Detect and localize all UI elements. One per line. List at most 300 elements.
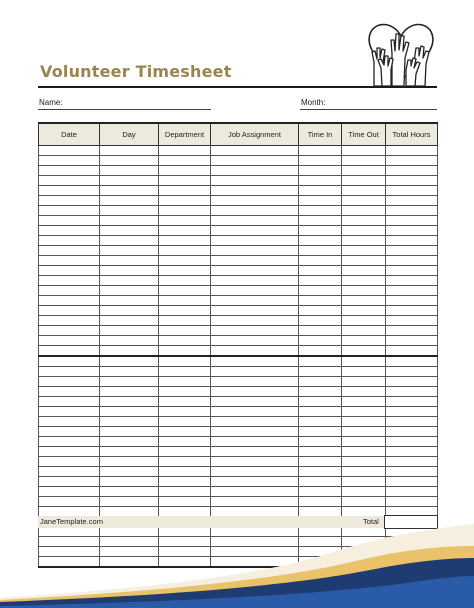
cell-total-hours[interactable]: [386, 246, 438, 256]
cell-job-assignment[interactable]: [211, 236, 299, 246]
cell-time-in[interactable]: [299, 166, 342, 176]
cell-total-hours[interactable]: [386, 206, 438, 216]
cell-time-out[interactable]: [342, 176, 386, 186]
cell-time-out[interactable]: [342, 146, 386, 156]
cell-day[interactable]: [100, 437, 159, 447]
cell-total-hours[interactable]: [386, 497, 438, 507]
cell-job-assignment[interactable]: [211, 447, 299, 457]
cell-department[interactable]: [159, 246, 211, 256]
cell-total-hours[interactable]: [386, 447, 438, 457]
cell-time-in[interactable]: [299, 156, 342, 166]
cell-time-in[interactable]: [299, 507, 342, 517]
cell-day[interactable]: [100, 467, 159, 477]
cell-time-in[interactable]: [299, 306, 342, 316]
cell-total-hours[interactable]: [386, 146, 438, 156]
cell-department[interactable]: [159, 326, 211, 336]
cell-time-in[interactable]: [299, 286, 342, 296]
cell-day[interactable]: [100, 377, 159, 387]
cell-day[interactable]: [100, 306, 159, 316]
cell-department[interactable]: [159, 477, 211, 487]
cell-job-assignment[interactable]: [211, 387, 299, 397]
cell-day[interactable]: [100, 397, 159, 407]
cell-job-assignment[interactable]: [211, 417, 299, 427]
cell-date[interactable]: [39, 316, 100, 326]
cell-time-out[interactable]: [342, 356, 386, 367]
cell-day[interactable]: [100, 176, 159, 186]
cell-job-assignment[interactable]: [211, 487, 299, 497]
cell-time-out[interactable]: [342, 377, 386, 387]
cell-total-hours[interactable]: [386, 457, 438, 467]
cell-time-in[interactable]: [299, 336, 342, 346]
table-header-row: [39, 123, 438, 146]
cell-time-out[interactable]: [342, 326, 386, 336]
cell-date[interactable]: [39, 417, 100, 427]
cell-day[interactable]: [100, 226, 159, 236]
cell-day[interactable]: [100, 447, 159, 457]
cell-date[interactable]: [39, 246, 100, 256]
cell-date[interactable]: [39, 176, 100, 186]
cell-time-out[interactable]: [342, 477, 386, 487]
cell-job-assignment[interactable]: [211, 276, 299, 286]
cell-department[interactable]: [159, 487, 211, 497]
cell-total-hours[interactable]: [386, 266, 438, 276]
table-row: [39, 477, 438, 487]
cell-time-out[interactable]: [342, 256, 386, 266]
cell-total-hours[interactable]: [386, 397, 438, 407]
cell-total-hours[interactable]: [386, 316, 438, 326]
cell-job-assignment[interactable]: [211, 477, 299, 487]
table-row: [39, 387, 438, 397]
cell-time-in[interactable]: [299, 236, 342, 246]
table-row: [39, 507, 438, 517]
cell-time-in[interactable]: [299, 497, 342, 507]
cell-time-in[interactable]: [299, 397, 342, 407]
cell-total-hours[interactable]: [386, 336, 438, 346]
cell-department[interactable]: [159, 346, 211, 357]
cell-day[interactable]: [100, 196, 159, 206]
cell-department[interactable]: [159, 236, 211, 246]
table-row: [39, 196, 438, 206]
cell-day[interactable]: [100, 276, 159, 286]
column-header-total-hours: Total Hours: [386, 123, 438, 146]
table-row: [39, 176, 438, 186]
cell-job-assignment[interactable]: [211, 206, 299, 216]
cell-time-in[interactable]: [299, 296, 342, 306]
cell-total-hours[interactable]: [386, 387, 438, 397]
cell-total-hours[interactable]: [386, 326, 438, 336]
cell-date[interactable]: [39, 156, 100, 166]
column-header-date: Date: [39, 123, 100, 146]
table-row: [39, 216, 438, 226]
cell-total-hours[interactable]: [386, 487, 438, 497]
cell-time-out[interactable]: [342, 286, 386, 296]
cell-time-in[interactable]: [299, 316, 342, 326]
cell-date[interactable]: [39, 236, 100, 246]
cell-date[interactable]: [39, 146, 100, 156]
cell-time-out[interactable]: [342, 236, 386, 246]
cell-job-assignment[interactable]: [211, 497, 299, 507]
table-row: [39, 346, 438, 357]
cell-time-out[interactable]: [342, 266, 386, 276]
cell-date[interactable]: [39, 336, 100, 346]
cell-department[interactable]: [159, 427, 211, 437]
cell-date[interactable]: [39, 477, 100, 487]
cell-total-hours[interactable]: [386, 166, 438, 176]
cell-time-out[interactable]: [342, 427, 386, 437]
cell-job-assignment[interactable]: [211, 427, 299, 437]
cell-time-out[interactable]: [342, 447, 386, 457]
table-row: [39, 246, 438, 256]
cell-date[interactable]: [39, 296, 100, 306]
decorative-wave: [0, 520, 474, 608]
cell-date[interactable]: [39, 196, 100, 206]
cell-department[interactable]: [159, 397, 211, 407]
cell-department[interactable]: [159, 497, 211, 507]
table-row: [39, 256, 438, 266]
cell-day[interactable]: [100, 146, 159, 156]
cell-job-assignment[interactable]: [211, 286, 299, 296]
cell-day[interactable]: [100, 407, 159, 417]
cell-time-out[interactable]: [342, 346, 386, 357]
cell-date[interactable]: [39, 166, 100, 176]
cell-department[interactable]: [159, 146, 211, 156]
cell-day[interactable]: [100, 286, 159, 296]
cell-day[interactable]: [100, 166, 159, 176]
cell-time-out[interactable]: [342, 336, 386, 346]
cell-total-hours[interactable]: [386, 356, 438, 367]
cell-date[interactable]: [39, 387, 100, 397]
table-row: [39, 226, 438, 236]
cell-date[interactable]: [39, 226, 100, 236]
cell-date[interactable]: [39, 397, 100, 407]
cell-job-assignment[interactable]: [211, 296, 299, 306]
cell-day[interactable]: [100, 256, 159, 266]
cell-total-hours[interactable]: [386, 196, 438, 206]
cell-job-assignment[interactable]: [211, 326, 299, 336]
cell-job-assignment[interactable]: [211, 226, 299, 236]
cell-time-out[interactable]: [342, 226, 386, 236]
table-row: [39, 266, 438, 276]
cell-total-hours[interactable]: [386, 427, 438, 437]
table-row: [39, 447, 438, 457]
cell-department[interactable]: [159, 186, 211, 196]
table-row: [39, 326, 438, 336]
cell-date[interactable]: [39, 346, 100, 357]
table-row: [39, 146, 438, 156]
cell-department[interactable]: [159, 196, 211, 206]
cell-job-assignment[interactable]: [211, 377, 299, 387]
cell-job-assignment[interactable]: [211, 216, 299, 226]
timesheet-table: [38, 122, 438, 568]
cell-day[interactable]: [100, 477, 159, 487]
cell-department[interactable]: [159, 286, 211, 296]
table-row: [39, 296, 438, 306]
cell-total-hours[interactable]: [386, 417, 438, 427]
cell-day[interactable]: [100, 266, 159, 276]
table-row: [39, 487, 438, 497]
cell-department[interactable]: [159, 266, 211, 276]
cell-total-hours[interactable]: [386, 226, 438, 236]
cell-time-out[interactable]: [342, 497, 386, 507]
cell-job-assignment[interactable]: [211, 336, 299, 346]
cell-total-hours[interactable]: [386, 407, 438, 417]
cell-department[interactable]: [159, 377, 211, 387]
cell-total-hours[interactable]: [386, 377, 438, 387]
cell-department[interactable]: [159, 387, 211, 397]
cell-time-in[interactable]: [299, 387, 342, 397]
cell-time-out[interactable]: [342, 306, 386, 316]
table-row: [39, 427, 438, 437]
cell-department[interactable]: [159, 166, 211, 176]
cell-date[interactable]: [39, 507, 100, 517]
cell-job-assignment[interactable]: [211, 397, 299, 407]
table-row: [39, 316, 438, 326]
cell-total-hours[interactable]: [386, 176, 438, 186]
cell-department[interactable]: [159, 176, 211, 186]
cell-time-out[interactable]: [342, 457, 386, 467]
cell-time-out[interactable]: [342, 437, 386, 447]
cell-job-assignment[interactable]: [211, 457, 299, 467]
cell-job-assignment[interactable]: [211, 437, 299, 447]
cell-date[interactable]: [39, 487, 100, 497]
cell-time-in[interactable]: [299, 146, 342, 156]
cell-date[interactable]: [39, 256, 100, 266]
cell-total-hours[interactable]: [386, 367, 438, 377]
cell-department[interactable]: [159, 276, 211, 286]
cell-job-assignment[interactable]: [211, 256, 299, 266]
table-row: [39, 437, 438, 447]
cell-total-hours[interactable]: [386, 256, 438, 266]
cell-time-out[interactable]: [342, 246, 386, 256]
cell-day[interactable]: [100, 326, 159, 336]
cell-department[interactable]: [159, 216, 211, 226]
cell-time-in[interactable]: [299, 477, 342, 487]
cell-job-assignment[interactable]: [211, 266, 299, 276]
cell-time-out[interactable]: [342, 387, 386, 397]
cell-job-assignment[interactable]: [211, 156, 299, 166]
cell-job-assignment[interactable]: [211, 316, 299, 326]
cell-total-hours[interactable]: [386, 477, 438, 487]
cell-total-hours[interactable]: [386, 236, 438, 246]
column-header-department: Department: [159, 123, 211, 146]
table-row: [39, 166, 438, 176]
cell-job-assignment[interactable]: [211, 407, 299, 417]
table-row: [39, 186, 438, 196]
cell-time-in[interactable]: [299, 206, 342, 216]
cell-date[interactable]: [39, 286, 100, 296]
cell-time-in[interactable]: [299, 377, 342, 387]
cell-total-hours[interactable]: [386, 296, 438, 306]
table-row: [39, 336, 438, 346]
table-row: [39, 156, 438, 166]
cell-time-in[interactable]: [299, 417, 342, 427]
cell-department[interactable]: [159, 156, 211, 166]
cell-job-assignment[interactable]: [211, 467, 299, 477]
cell-time-out[interactable]: [342, 487, 386, 497]
cell-time-in[interactable]: [299, 427, 342, 437]
cell-total-hours[interactable]: [386, 467, 438, 477]
cell-total-hours[interactable]: [386, 346, 438, 357]
cell-date[interactable]: [39, 306, 100, 316]
cell-day[interactable]: [100, 336, 159, 346]
cell-day[interactable]: [100, 507, 159, 517]
cell-department[interactable]: [159, 256, 211, 266]
cell-day[interactable]: [100, 186, 159, 196]
cell-time-in[interactable]: [299, 326, 342, 336]
cell-job-assignment[interactable]: [211, 146, 299, 156]
cell-time-out[interactable]: [342, 397, 386, 407]
cell-time-out[interactable]: [342, 507, 386, 517]
cell-time-in[interactable]: [299, 226, 342, 236]
cell-time-in[interactable]: [299, 276, 342, 286]
cell-time-out[interactable]: [342, 467, 386, 477]
cell-time-in[interactable]: [299, 256, 342, 266]
cell-date[interactable]: [39, 437, 100, 447]
cell-date[interactable]: [39, 216, 100, 226]
cell-day[interactable]: [100, 206, 159, 216]
column-header-time-out: Time Out: [342, 123, 386, 146]
cell-department[interactable]: [159, 206, 211, 216]
timesheet-body: [39, 146, 438, 568]
cell-time-out[interactable]: [342, 166, 386, 176]
cell-date[interactable]: [39, 356, 100, 367]
cell-date[interactable]: [39, 427, 100, 437]
cell-total-hours[interactable]: [386, 437, 438, 447]
cell-time-in[interactable]: [299, 487, 342, 497]
name-field[interactable]: [38, 109, 211, 110]
cell-date[interactable]: [39, 467, 100, 477]
cell-job-assignment[interactable]: [211, 186, 299, 196]
cell-department[interactable]: [159, 316, 211, 326]
cell-time-out[interactable]: [342, 296, 386, 306]
cell-total-hours[interactable]: [386, 156, 438, 166]
cell-time-in[interactable]: [299, 467, 342, 477]
cell-day[interactable]: [100, 296, 159, 306]
cell-time-out[interactable]: [342, 196, 386, 206]
cell-department[interactable]: [159, 467, 211, 477]
table-row: [39, 306, 438, 316]
cell-date[interactable]: [39, 326, 100, 336]
table-row: [39, 457, 438, 467]
cell-day[interactable]: [100, 417, 159, 427]
cell-day[interactable]: [100, 236, 159, 246]
cell-day[interactable]: [100, 316, 159, 326]
cell-department[interactable]: [159, 226, 211, 236]
cell-job-assignment[interactable]: [211, 176, 299, 186]
cell-time-in[interactable]: [299, 186, 342, 196]
cell-department[interactable]: [159, 437, 211, 447]
cell-department[interactable]: [159, 336, 211, 346]
cell-job-assignment[interactable]: [211, 196, 299, 206]
cell-time-out[interactable]: [342, 276, 386, 286]
cell-job-assignment[interactable]: [211, 346, 299, 357]
cell-time-in[interactable]: [299, 266, 342, 276]
cell-time-out[interactable]: [342, 367, 386, 377]
cell-job-assignment[interactable]: [211, 356, 299, 367]
cell-total-hours[interactable]: [386, 276, 438, 286]
cell-day[interactable]: [100, 346, 159, 357]
cell-date[interactable]: [39, 457, 100, 467]
cell-job-assignment[interactable]: [211, 166, 299, 176]
cell-time-out[interactable]: [342, 186, 386, 196]
cell-time-in[interactable]: [299, 216, 342, 226]
cell-total-hours[interactable]: [386, 306, 438, 316]
cell-day[interactable]: [100, 356, 159, 367]
cell-time-out[interactable]: [342, 156, 386, 166]
table-row: [39, 367, 438, 377]
cell-department[interactable]: [159, 306, 211, 316]
cell-job-assignment[interactable]: [211, 367, 299, 377]
cell-day[interactable]: [100, 246, 159, 256]
cell-time-in[interactable]: [299, 367, 342, 377]
cell-department[interactable]: [159, 457, 211, 467]
cell-job-assignment[interactable]: [211, 507, 299, 517]
cell-time-in[interactable]: [299, 176, 342, 186]
cell-time-out[interactable]: [342, 216, 386, 226]
cell-day[interactable]: [100, 156, 159, 166]
cell-department[interactable]: [159, 447, 211, 457]
cell-department[interactable]: [159, 407, 211, 417]
cell-total-hours[interactable]: [386, 216, 438, 226]
cell-time-out[interactable]: [342, 417, 386, 427]
cell-date[interactable]: [39, 407, 100, 417]
table-row: [39, 377, 438, 387]
title-divider: [38, 86, 437, 88]
cell-total-hours[interactable]: [386, 286, 438, 296]
cell-day[interactable]: [100, 387, 159, 397]
cell-date[interactable]: [39, 206, 100, 216]
cell-job-assignment[interactable]: [211, 246, 299, 256]
cell-department[interactable]: [159, 367, 211, 377]
cell-time-in[interactable]: [299, 196, 342, 206]
column-header-job-assignment: Job Assignment: [211, 123, 299, 146]
cell-time-in[interactable]: [299, 447, 342, 457]
table-row: [39, 467, 438, 477]
cell-date[interactable]: [39, 447, 100, 457]
cell-date[interactable]: [39, 186, 100, 196]
cell-time-out[interactable]: [342, 316, 386, 326]
cell-time-in[interactable]: [299, 356, 342, 367]
cell-time-in[interactable]: [299, 246, 342, 256]
cell-day[interactable]: [100, 457, 159, 467]
cell-department[interactable]: [159, 417, 211, 427]
cell-time-in[interactable]: [299, 407, 342, 417]
cell-date[interactable]: [39, 367, 100, 377]
cell-department[interactable]: [159, 296, 211, 306]
cell-day[interactable]: [100, 427, 159, 437]
cell-time-in[interactable]: [299, 437, 342, 447]
cell-department[interactable]: [159, 507, 211, 517]
cell-time-out[interactable]: [342, 206, 386, 216]
page-title: Volunteer Timesheet: [40, 62, 232, 81]
cell-total-hours[interactable]: [386, 186, 438, 196]
cell-date[interactable]: [39, 276, 100, 286]
cell-day[interactable]: [100, 487, 159, 497]
month-field[interactable]: [300, 109, 437, 110]
cell-day[interactable]: [100, 216, 159, 226]
cell-date[interactable]: [39, 497, 100, 507]
cell-date[interactable]: [39, 266, 100, 276]
cell-day[interactable]: [100, 367, 159, 377]
cell-date[interactable]: [39, 377, 100, 387]
cell-time-out[interactable]: [342, 407, 386, 417]
cell-day[interactable]: [100, 497, 159, 507]
cell-time-in[interactable]: [299, 457, 342, 467]
cell-job-assignment[interactable]: [211, 306, 299, 316]
footer-site-label: JaneTemplate.com: [40, 517, 103, 526]
cell-time-in[interactable]: [299, 346, 342, 357]
cell-department[interactable]: [159, 356, 211, 367]
